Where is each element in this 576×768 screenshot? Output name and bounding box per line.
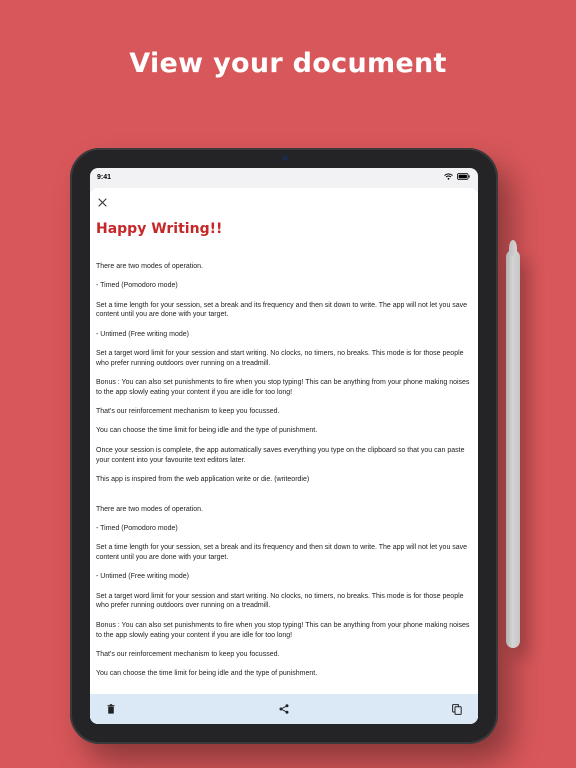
paragraph: Bonus : You can also set punishments to fire when you stop typing! This can be anything from your phone making noises to the app slowly eating your content if you are idle for too long!: [96, 379, 470, 396]
paragraph: Once your session is complete, the app automatically saves everything you type on the clipboard so that you can paste your content into your favourite text editors later.: [96, 446, 465, 464]
battery-icon: [457, 173, 470, 180]
trash-icon: [107, 704, 115, 714]
share-icon: [279, 704, 289, 714]
delete-button[interactable]: [104, 702, 118, 716]
document-sheet: [90, 188, 478, 724]
paragraph: - Untimed (Free writing mode): [96, 330, 189, 338]
paragraph: You can choose the time limit for being idle and the type of punishment.: [96, 670, 318, 678]
paragraph: - Untimed (Free writing mode): [96, 573, 189, 581]
paragraph: You can choose the time limit for being idle and the type of punishment.: [96, 427, 318, 435]
tablet-device: [70, 148, 498, 744]
paragraph: There are two modes of operation.: [96, 505, 204, 513]
paragraph: Set a time length for your session, set a break and its frequency and then sit down to write. The app will not let you save content until you are done with your target.: [96, 544, 468, 562]
close-button[interactable]: [96, 196, 108, 208]
paragraph: That's our reinforcement mechanism to keep you focussed.: [96, 650, 280, 658]
paragraph: - Timed (Pomodoro mode): [96, 282, 178, 290]
status-icons: [444, 173, 470, 180]
paragraph: - Timed (Pomodoro mode): [96, 524, 178, 532]
document-body[interactable]: [96, 262, 472, 692]
camera-icon: [282, 155, 288, 161]
copy-button[interactable]: [450, 702, 464, 716]
document-title: Happy Writing!!: [96, 221, 223, 237]
status-bar: [90, 168, 478, 188]
apple-pencil: [506, 250, 520, 648]
close-icon: [98, 198, 107, 207]
paragraph: Set a time length for your session, set a break and its frequency and then sit down to write. The app will not let you save content until you are done with your target.: [96, 301, 468, 319]
bottom-toolbar: [90, 694, 478, 724]
paragraph: There are two modes of operation.: [96, 263, 204, 270]
wifi-icon: [444, 173, 453, 180]
promo-headline: View your document: [129, 48, 447, 79]
paragraph: This app is inspired from the web application write or die. (writeordie): [96, 475, 310, 483]
tablet-screen: [90, 168, 478, 724]
share-button[interactable]: [277, 702, 291, 716]
paragraph: Set a target word limit for your session and start writing. No clocks, no timers, no breaks. This mode is for those people who prefer running outdoors over running on a treadmill.: [96, 349, 464, 367]
paragraph: Bonus : You can also set punishments to fire when you stop typing! This can be anything from your phone making noises to the app slowly eating your content if you are idle for too long!: [96, 621, 470, 639]
status-time: 9:41: [97, 174, 112, 181]
paragraph: That's our reinforcement mechanism to keep you focussed.: [96, 408, 280, 416]
copy-icon: [452, 704, 462, 715]
paragraph: Set a target word limit for your session and start writing. No clocks, no timers, no breaks. This mode is for those people who prefer running outdoors over running on a treadmill.: [96, 592, 464, 610]
